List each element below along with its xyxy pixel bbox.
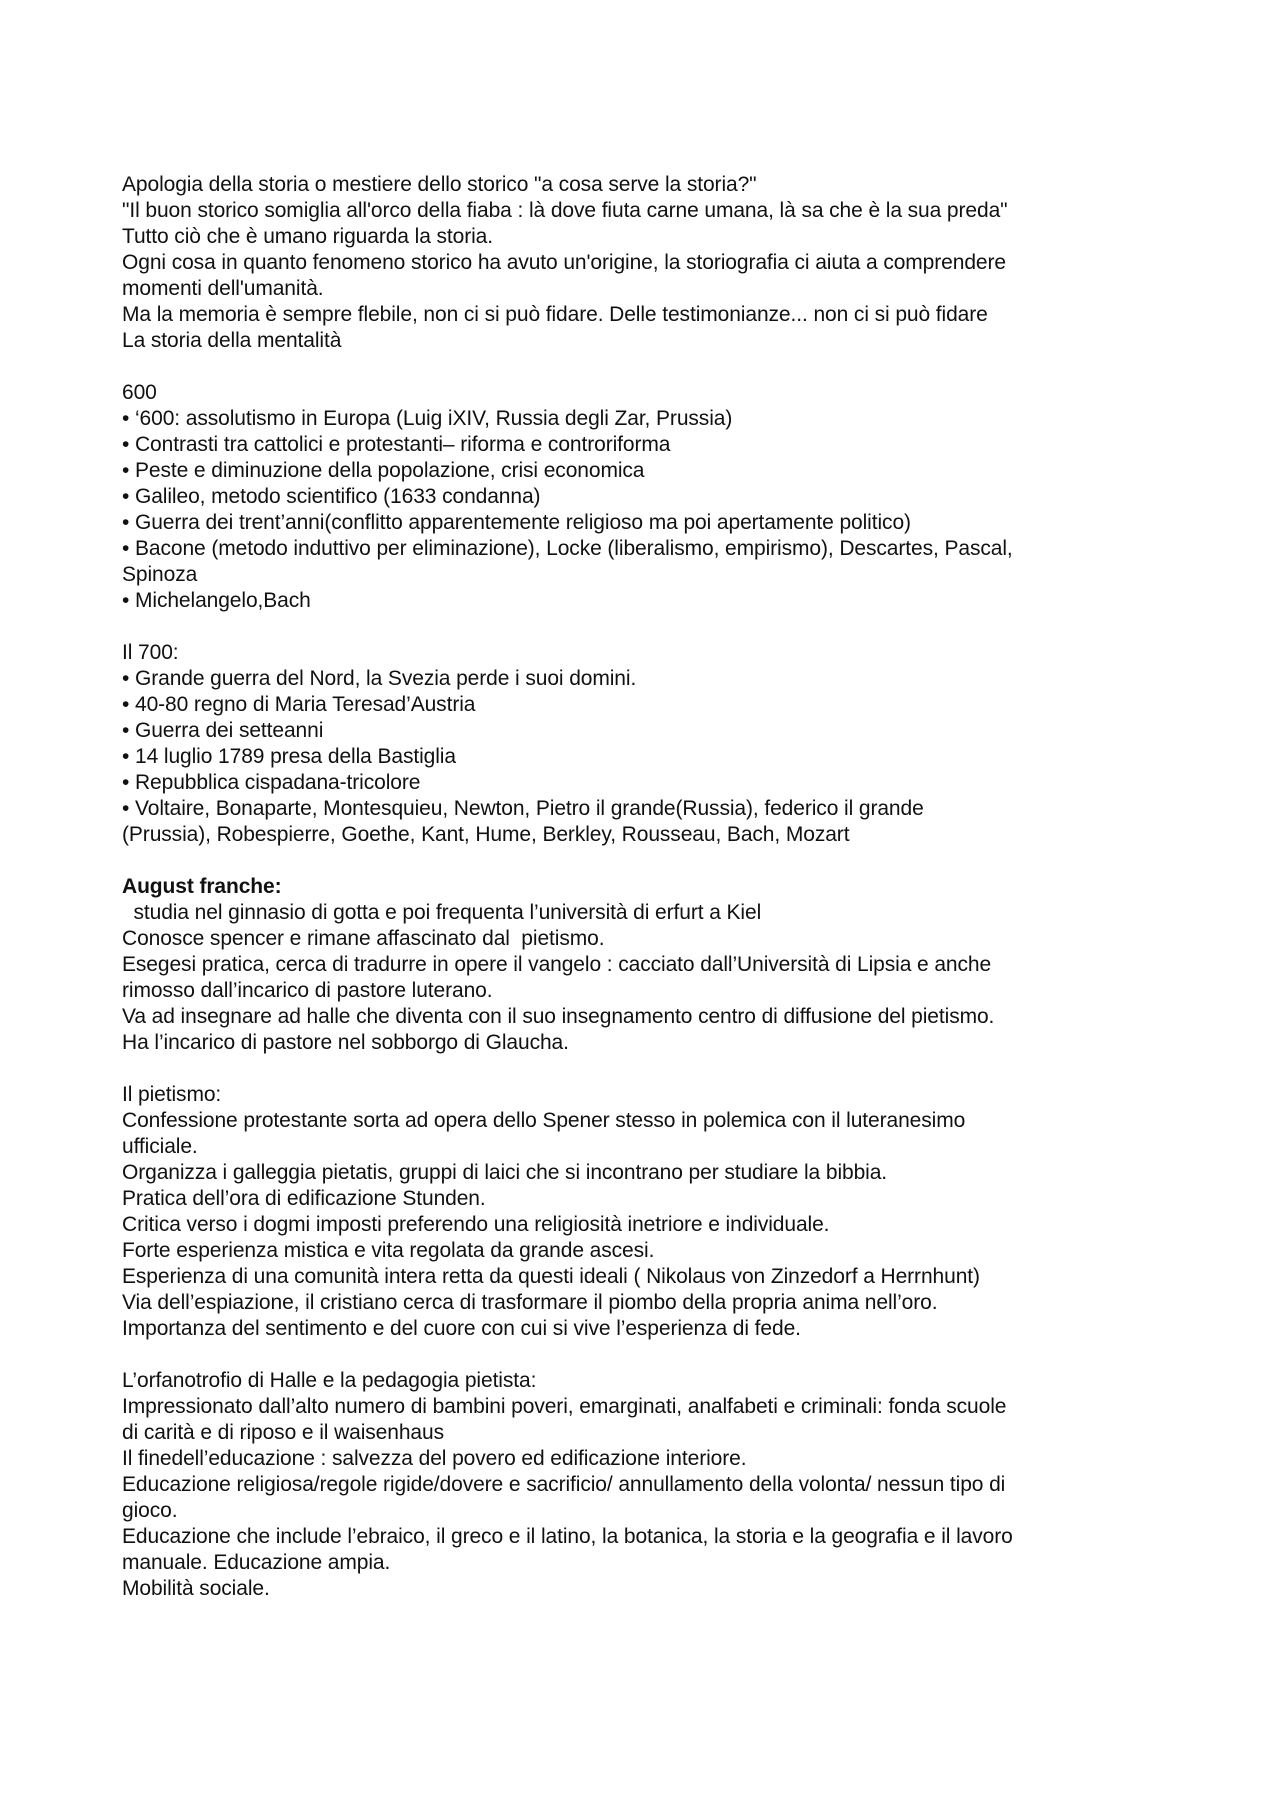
spacer — [122, 1056, 1162, 1082]
bullet-line: • Guerra dei trent’anni(conflitto apparentemente religioso ma poi apertamente politico) — [122, 511, 911, 534]
text-line: rimosso dall’incarico di pastore luterano. — [122, 979, 493, 1002]
text-line: manuale. Educazione ampia. — [122, 1551, 391, 1574]
text-line: Pratica dell’ora di edificazione Stunden. — [122, 1187, 486, 1210]
franche-section — [122, 874, 1162, 1056]
text-line: Educazione religiosa/regole rigide/dovere e sacrificio/ annullamento della volonta/ nessun tipo di — [122, 1473, 1006, 1496]
text-line: Tutto ciò che è umano riguarda la storia. — [122, 225, 493, 248]
bullet-line: (Prussia), Robespierre, Goethe, Kant, Hume, Berkley, Rousseau, Bach, Mozart — [122, 823, 850, 846]
text-line: Apologia della storia o mestiere dello storico "a cosa serve la storia?" — [122, 173, 757, 196]
bullet-line: Spinoza — [122, 563, 198, 586]
section-heading: Il 700: — [122, 641, 179, 664]
text-line: Ma la memoria è sempre flebile, non ci si può fidare. Delle testimonianze... non ci si può fidare — [122, 303, 988, 326]
text-line: Impressionato dall’alto numero di bambini poveri, emarginati, analfabeti e criminali: fonda scuole — [122, 1395, 1007, 1418]
spacer — [122, 848, 1162, 874]
text-line: Educazione che include l’ebraico, il greco e il latino, la botanica, la storia e la geografia e il lavoro — [122, 1525, 1013, 1548]
intro-section — [122, 172, 1162, 354]
text-line: Importanza del sentimento e del cuore con cui si vive l’esperienza di fede. — [122, 1317, 801, 1340]
settecento-section — [122, 640, 1162, 848]
text-line: Organizza i galleggia pietatis, gruppi di laici che si incontrano per studiare la bibbia. — [122, 1161, 888, 1184]
seicento-section — [122, 380, 1162, 614]
bullet-line: • Guerra dei setteanni — [122, 719, 324, 742]
section-heading: 600 — [122, 381, 157, 404]
text-line: di carità e di riposo e il waisenhaus — [122, 1421, 444, 1444]
text-line: Il finedell’educazione : salvezza del povero ed edificazione interiore. — [122, 1447, 747, 1470]
text-line: gioco. — [122, 1499, 178, 1522]
text-line: momenti dell'umanità. — [122, 277, 324, 300]
text-line: ufficiale. — [122, 1135, 198, 1158]
bullet-line: • Grande guerra del Nord, la Svezia perde i suoi domini. — [122, 667, 637, 690]
text-line: Via dell’espiazione, il cristiano cerca di trasformare il piombo della propria anima nell’oro. — [122, 1291, 938, 1314]
section-heading: L’orfanotrofio di Halle e la pedagogia pietista: — [122, 1369, 537, 1392]
spacer — [122, 1342, 1162, 1368]
document-page — [122, 172, 1162, 1602]
bullet-line: • Galileo, metodo scientifico (1633 condanna) — [122, 485, 541, 508]
text-line: Ha l’incarico di pastore nel sobborgo di Glaucha. — [122, 1031, 569, 1054]
text-line: Ogni cosa in quanto fenomeno storico ha avuto un'origine, la storiografia ci aiuta a comprendere — [122, 251, 1006, 274]
section-heading: August franche: — [122, 875, 282, 898]
text-line: La storia della mentalità — [122, 329, 342, 352]
text-line: Va ad insegnare ad halle che diventa con il suo insegnamento centro di diffusione del pietismo. — [122, 1005, 995, 1028]
bullet-line: • Michelangelo,Bach — [122, 589, 311, 612]
text-line: Mobilità sociale. — [122, 1577, 270, 1600]
text-line: Conosce spencer e rimane affascinato dal pietismo. — [122, 927, 605, 950]
bullet-line: • Peste e diminuzione della popolazione, crisi economica — [122, 459, 645, 482]
pietismo-section — [122, 1082, 1162, 1342]
bullet-line: • Voltaire, Bonaparte, Montesquieu, Newton, Pietro il grande(Russia), federico il grande — [122, 797, 924, 820]
section-heading: Il pietismo: — [122, 1083, 222, 1106]
spacer — [122, 614, 1162, 640]
bullet-line: • 14 luglio 1789 presa della Bastiglia — [122, 745, 456, 768]
text-line: Esperienza di una comunità intera retta da questi ideali ( Nikolaus von Zinzedorf a Herrnhunt) — [122, 1265, 980, 1288]
orfanotrofio-section — [122, 1368, 1162, 1602]
text-line: Critica verso i dogmi imposti preferendo una religiosità inetriore e individuale. — [122, 1213, 830, 1236]
text-line: Esegesi pratica, cerca di tradurre in opere il vangelo : cacciato dall’Università di Lipsia e anche — [122, 953, 992, 976]
bullet-line: • Contrasti tra cattolici e protestanti– riforma e controriforma — [122, 433, 671, 456]
text-line: Confessione protestante sorta ad opera dello Spener stesso in polemica con il luteranesimo — [122, 1109, 966, 1132]
text-line: studia nel ginnasio di gotta e poi frequenta l’università di erfurt a Kiel — [122, 901, 762, 924]
bullet-line: • 40-80 regno di Maria Teresad’Austria — [122, 693, 476, 716]
bullet-line: • Repubblica cispadana-tricolore — [122, 771, 421, 794]
bullet-line: • ‘600: assolutismo in Europa (Luig iXIV, Russia degli Zar, Prussia) — [122, 407, 733, 430]
bullet-line: • Bacone (metodo induttivo per eliminazione), Locke (liberalismo, empirismo), Descartes, Pascal, — [122, 537, 1013, 560]
text-line: Forte esperienza mistica e vita regolata da grande ascesi. — [122, 1239, 655, 1262]
text-line: "Il buon storico somiglia all'orco della fiaba : là dove fiuta carne umana, là sa che è la sua preda" — [122, 199, 1008, 222]
spacer — [122, 354, 1162, 380]
